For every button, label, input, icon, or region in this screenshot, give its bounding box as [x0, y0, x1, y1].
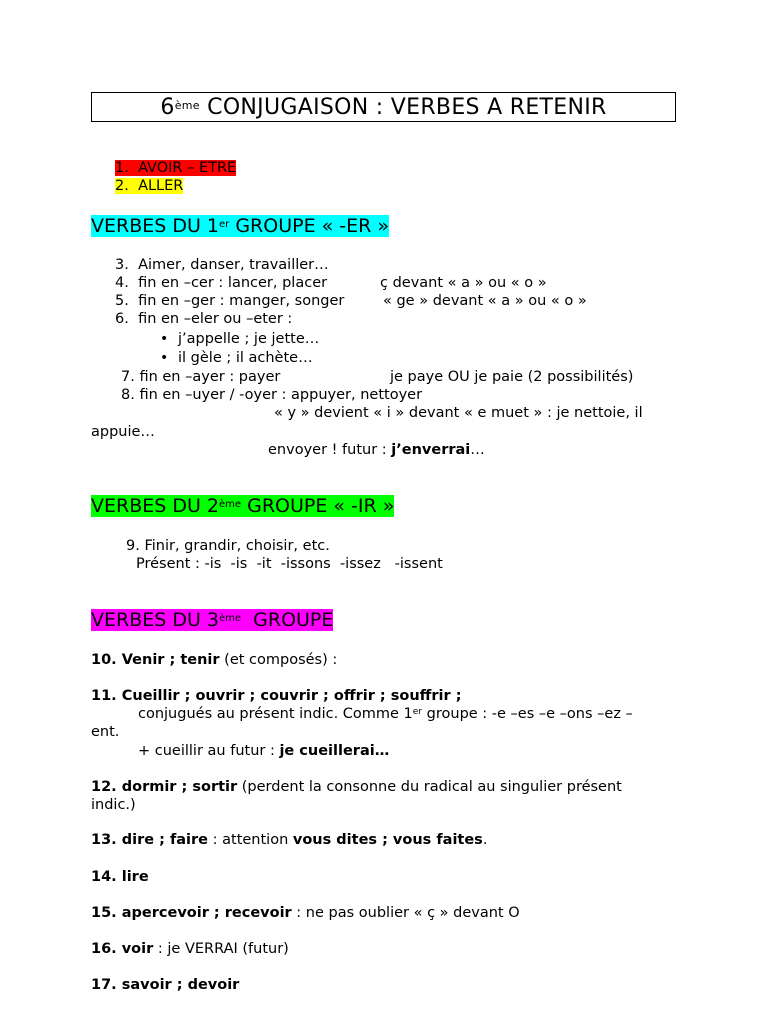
list-item-10: 10. Venir ; tenir (et composés) :: [91, 652, 338, 668]
list-item-5: 5. fin en –ger : manger, songer: [115, 293, 345, 309]
bullet-item-1: • j’appelle ; je jette…: [160, 331, 320, 347]
list-item-14: 14. lire: [91, 869, 149, 885]
list-item-9: 9. Finir, grandir, choisir, etc.: [126, 538, 330, 554]
section-heading-group3: VERBES DU 3ème GROUPE: [91, 609, 334, 631]
list-item-8-note-cont: appuie…: [91, 424, 155, 440]
page-title: 6ème CONJUGAISON : VERBES A RETENIR: [91, 92, 676, 122]
section-heading-group2: VERBES DU 2ème GROUPE « -IR »: [91, 495, 395, 517]
present-endings: Présent : -is -is -it -issons -issez -issent: [136, 556, 443, 572]
list-item-avoir-etre: 1. AVOIR – ETRE: [115, 160, 237, 176]
list-item-4: 4. fin en –cer : lancer, placer: [115, 275, 328, 291]
list-item-8-note: « y » devient « i » devant « e muet » : je nettoie, il: [274, 405, 643, 421]
list-item-8: 8. fin en –uyer / -oyer : appuyer, nettoyer: [121, 387, 423, 403]
section-heading-group1: VERBES DU 1er GROUPE « -ER »: [91, 215, 389, 237]
list-item-12-cont: indic.): [91, 797, 136, 813]
list-item-6: 6. fin en –eler ou –eter :: [115, 311, 293, 327]
list-item-15: 15. apercevoir ; recevoir : ne pas oublier « ç » devant O: [91, 905, 520, 921]
list-item-5-note: « ge » devant « a » ou « o »: [383, 293, 587, 309]
list-item-13: 13. dire ; faire : attention vous dites ; vous faites.: [91, 832, 488, 848]
list-item-12: 12. dormir ; sortir (perdent la consonne du radical au singulier présent: [91, 779, 622, 795]
bullet-icon: •: [160, 350, 169, 366]
list-item-4-note: ç devant « a » ou « o »: [380, 275, 547, 291]
bullet-item-2: • il gèle ; il achète…: [160, 350, 313, 366]
list-item-11-futur: + cueillir au futur : je cueillerai…: [138, 743, 390, 759]
list-item-7: 7. fin en –ayer : payer: [121, 369, 281, 385]
list-item-3: 3. Aimer, danser, travailler…: [115, 257, 329, 273]
list-item-aller: 2. ALLER: [115, 178, 184, 194]
bullet-icon: •: [160, 331, 169, 347]
list-item-16: 16. voir : je VERRAI (futur): [91, 941, 289, 957]
list-item-11-desc-cont: ent.: [91, 724, 120, 740]
list-item-11: 11. Cueillir ; ouvrir ; couvrir ; offrir ; souffrir ;: [91, 688, 462, 704]
list-item-11-desc: conjugués au présent indic. Comme 1er groupe : -e –es –e –ons –ez –: [138, 706, 633, 722]
list-item-7-note: je paye OU je paie (2 possibilités): [390, 369, 634, 385]
list-item-17: 17. savoir ; devoir: [91, 977, 240, 993]
envoyer-note: envoyer ! futur : j’enverrai…: [268, 442, 485, 458]
